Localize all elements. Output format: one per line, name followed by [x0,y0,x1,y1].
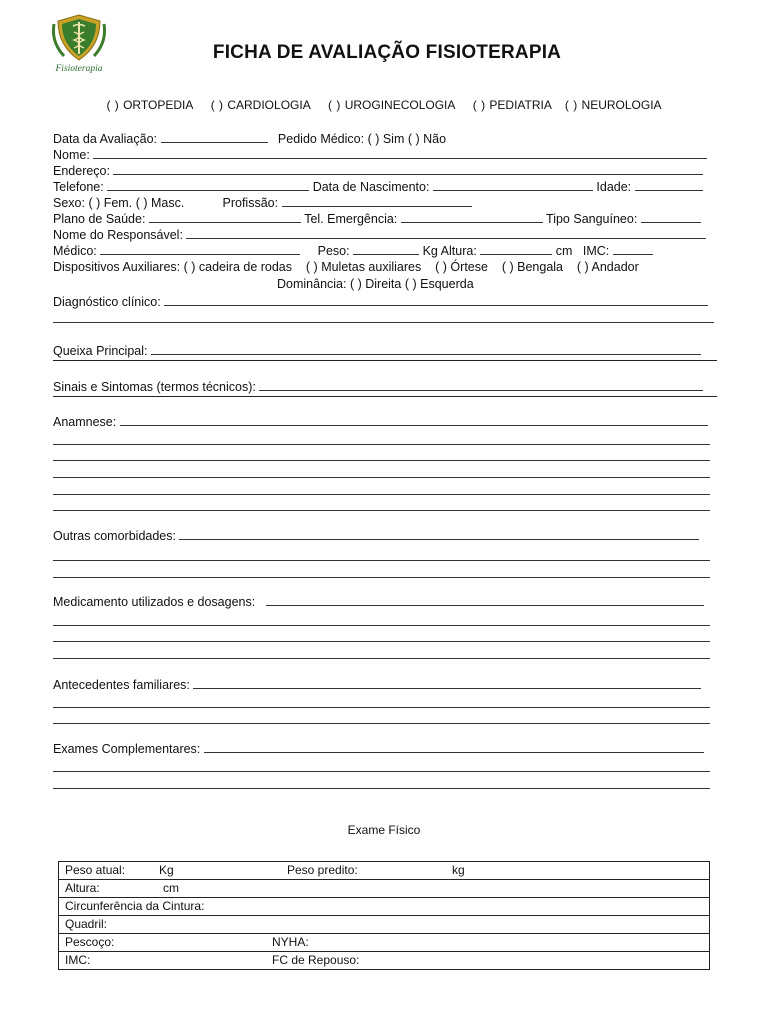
nome-label: Nome: [53,148,90,162]
plano-saude-label: Plano de Saúde: [53,212,146,226]
pedido-medico-label: Pedido Médico: [277,132,365,146]
altura-field[interactable] [480,243,552,255]
row-medicamentos [53,594,715,610]
row-diagnostico [53,294,715,310]
disp-ortese[interactable]: ( ) Órtese [435,260,488,274]
exam-table [58,861,710,970]
tipo-sanguineo-field[interactable] [641,211,701,223]
antecedentes-label: Antecedentes familiares: [53,678,190,692]
diagnostico-field[interactable] [164,294,708,306]
tel-emergencia-label: Tel. Emergência: [304,212,398,226]
disp-cadeira[interactable]: ( ) cadeira de rodas [183,260,293,274]
altura-label: Altura: [65,881,100,895]
data-avaliacao-field[interactable] [161,131,268,143]
altura-label: Altura: [440,244,477,258]
nome-field[interactable] [93,147,707,159]
row-nome [53,147,715,163]
medico-label: Médico: [53,244,97,258]
tipo-sanguineo-label: Tipo Sanguíneo: [546,212,638,226]
option-neurologia[interactable]: ( ) NEUROLOGIA [564,98,662,112]
divider-1 [53,360,717,361]
imc-field[interactable] [613,243,653,255]
anamnese-line[interactable] [53,460,710,461]
row-endereco [53,163,715,179]
peso-label: Peso: [317,244,350,258]
exam-title: Exame Físico [347,823,421,837]
imc-label: IMC: [582,244,610,258]
plano-saude-field[interactable] [149,211,301,223]
divider-2 [53,396,717,397]
page-title: FICHA DE AVALIAÇÃO FISIOTERAPIA [212,42,562,63]
queixa-field[interactable] [151,343,701,355]
peso-unit: Kg [422,244,438,258]
quadril-label: Quadril: [65,917,108,931]
disp-andador[interactable]: ( ) Andador [576,260,639,274]
dominancia-label: Dominância: [277,277,347,291]
table-row [59,916,710,934]
medicamentos-line[interactable] [53,641,710,642]
antecedentes-field[interactable] [193,677,701,689]
peso-atual-label: Peso atual: [65,863,126,877]
imc-exam-label: IMC: [65,953,91,967]
exames-field[interactable] [204,741,704,753]
exames-line[interactable] [53,788,710,789]
profissao-label: Profissão: [222,196,279,210]
disp-muletas[interactable]: ( ) Muletas auxiliares [305,260,422,274]
diagnostico-line-2[interactable] [53,322,714,323]
row-anamnese [53,414,715,430]
table-row [59,934,710,952]
telefone-field[interactable] [107,179,309,191]
medicamentos-line[interactable] [53,625,710,626]
data-nascimento-label: Data de Nascimento: [312,180,430,194]
endereco-label: Endereço: [53,164,110,178]
medicamentos-field[interactable] [266,594,704,606]
comorbidades-field[interactable] [179,528,699,540]
table-row [59,898,710,916]
cintura-label: Circunferência da Cintura: [65,899,205,913]
exames-label: Exames Complementares: [53,742,201,756]
idade-label: Idade: [596,180,632,194]
row-exames [53,741,715,757]
pedido-sim[interactable]: ( ) Sim [367,132,405,146]
diagnostico-label: Diagnóstico clínico: [53,295,161,309]
table-row [59,862,710,880]
anamnese-line[interactable] [53,477,710,478]
table-row [59,880,710,898]
sinais-label: Sinais e Sintomas (termos técnicos): [53,380,256,394]
peso-atual-unit: Kg [159,863,174,877]
option-pediatria[interactable]: ( ) PEDIATRIA [472,98,552,112]
row-comorbidades [53,528,715,544]
option-uroginecologia[interactable]: ( ) UROGINECOLOGIA [328,98,456,112]
medicamentos-line[interactable] [53,658,710,659]
antecedentes-line[interactable] [53,707,710,708]
row-sinais [53,379,715,395]
pescoco-label: Pescoço: [65,935,115,949]
dispositivos-label: Dispositivos Auxiliares: [53,260,181,274]
anamnese-line[interactable] [53,494,710,495]
nyha-label: NYHA: [272,935,309,949]
queixa-label: Queixa Principal: [53,344,148,358]
anamnese-field[interactable] [120,414,708,426]
sinais-field[interactable] [259,379,703,391]
row-sexo [53,195,715,211]
profissao-field[interactable] [282,195,472,207]
row-telefone [53,179,715,195]
dominancia-esquerda[interactable]: ( ) Esquerda [404,277,474,291]
fc-repouso-label: FC de Repouso: [272,953,360,967]
dominancia-direita[interactable]: ( ) Direita [349,277,402,291]
peso-field[interactable] [353,243,419,255]
pedido-nao[interactable]: ( ) Não [407,132,447,146]
row-responsavel [53,227,715,243]
responsavel-field[interactable] [186,227,706,239]
anamnese-line[interactable] [53,510,710,511]
telefone-label: Telefone: [53,180,104,194]
altura-unit: cm [555,244,573,258]
sexo-fem[interactable]: ( ) Fem. [88,196,133,210]
comorbidades-label: Outras comorbidades: [53,529,176,543]
medicamentos-label: Medicamento utilizados e dosagens: [53,595,256,609]
exames-line[interactable] [53,771,710,772]
row-dispositivos [53,260,715,276]
endereco-field[interactable] [113,163,703,175]
row-dominancia [277,277,577,293]
peso-predito-unit: kg [452,863,465,877]
medico-field[interactable] [100,243,300,255]
peso-predito-label: Peso predito: [287,863,358,877]
sexo-masc[interactable]: ( ) Masc. [135,196,185,210]
anamnese-line[interactable] [53,444,710,445]
data-avaliacao-label: Data da Avaliação: [53,132,158,146]
row-medico [53,243,715,259]
row-data-avaliacao [53,131,715,147]
row-antecedentes [53,677,715,693]
logo-caption: Fisioterapia [55,64,103,74]
table-row [59,952,710,970]
anamnese-label: Anamnese: [53,415,117,429]
row-plano-saude [53,211,715,227]
idade-field[interactable] [635,179,703,191]
responsavel-label: Nome do Responsável: [53,228,183,242]
option-ortopedia[interactable]: ( ) ORTOPEDIA [106,98,194,112]
altura-unit: cm [163,881,179,895]
specialty-options [0,98,768,112]
option-cardiologia[interactable]: ( ) CARDIOLOGIA [210,98,311,112]
antecedentes-line[interactable] [53,723,710,724]
tel-emergencia-field[interactable] [401,211,543,223]
data-nascimento-field[interactable] [433,179,593,191]
row-queixa [53,343,715,359]
comorbidades-line[interactable] [53,560,710,561]
comorbidades-line[interactable] [53,577,710,578]
sexo-label: Sexo: [53,196,85,210]
disp-bengala[interactable]: ( ) Bengala [501,260,564,274]
